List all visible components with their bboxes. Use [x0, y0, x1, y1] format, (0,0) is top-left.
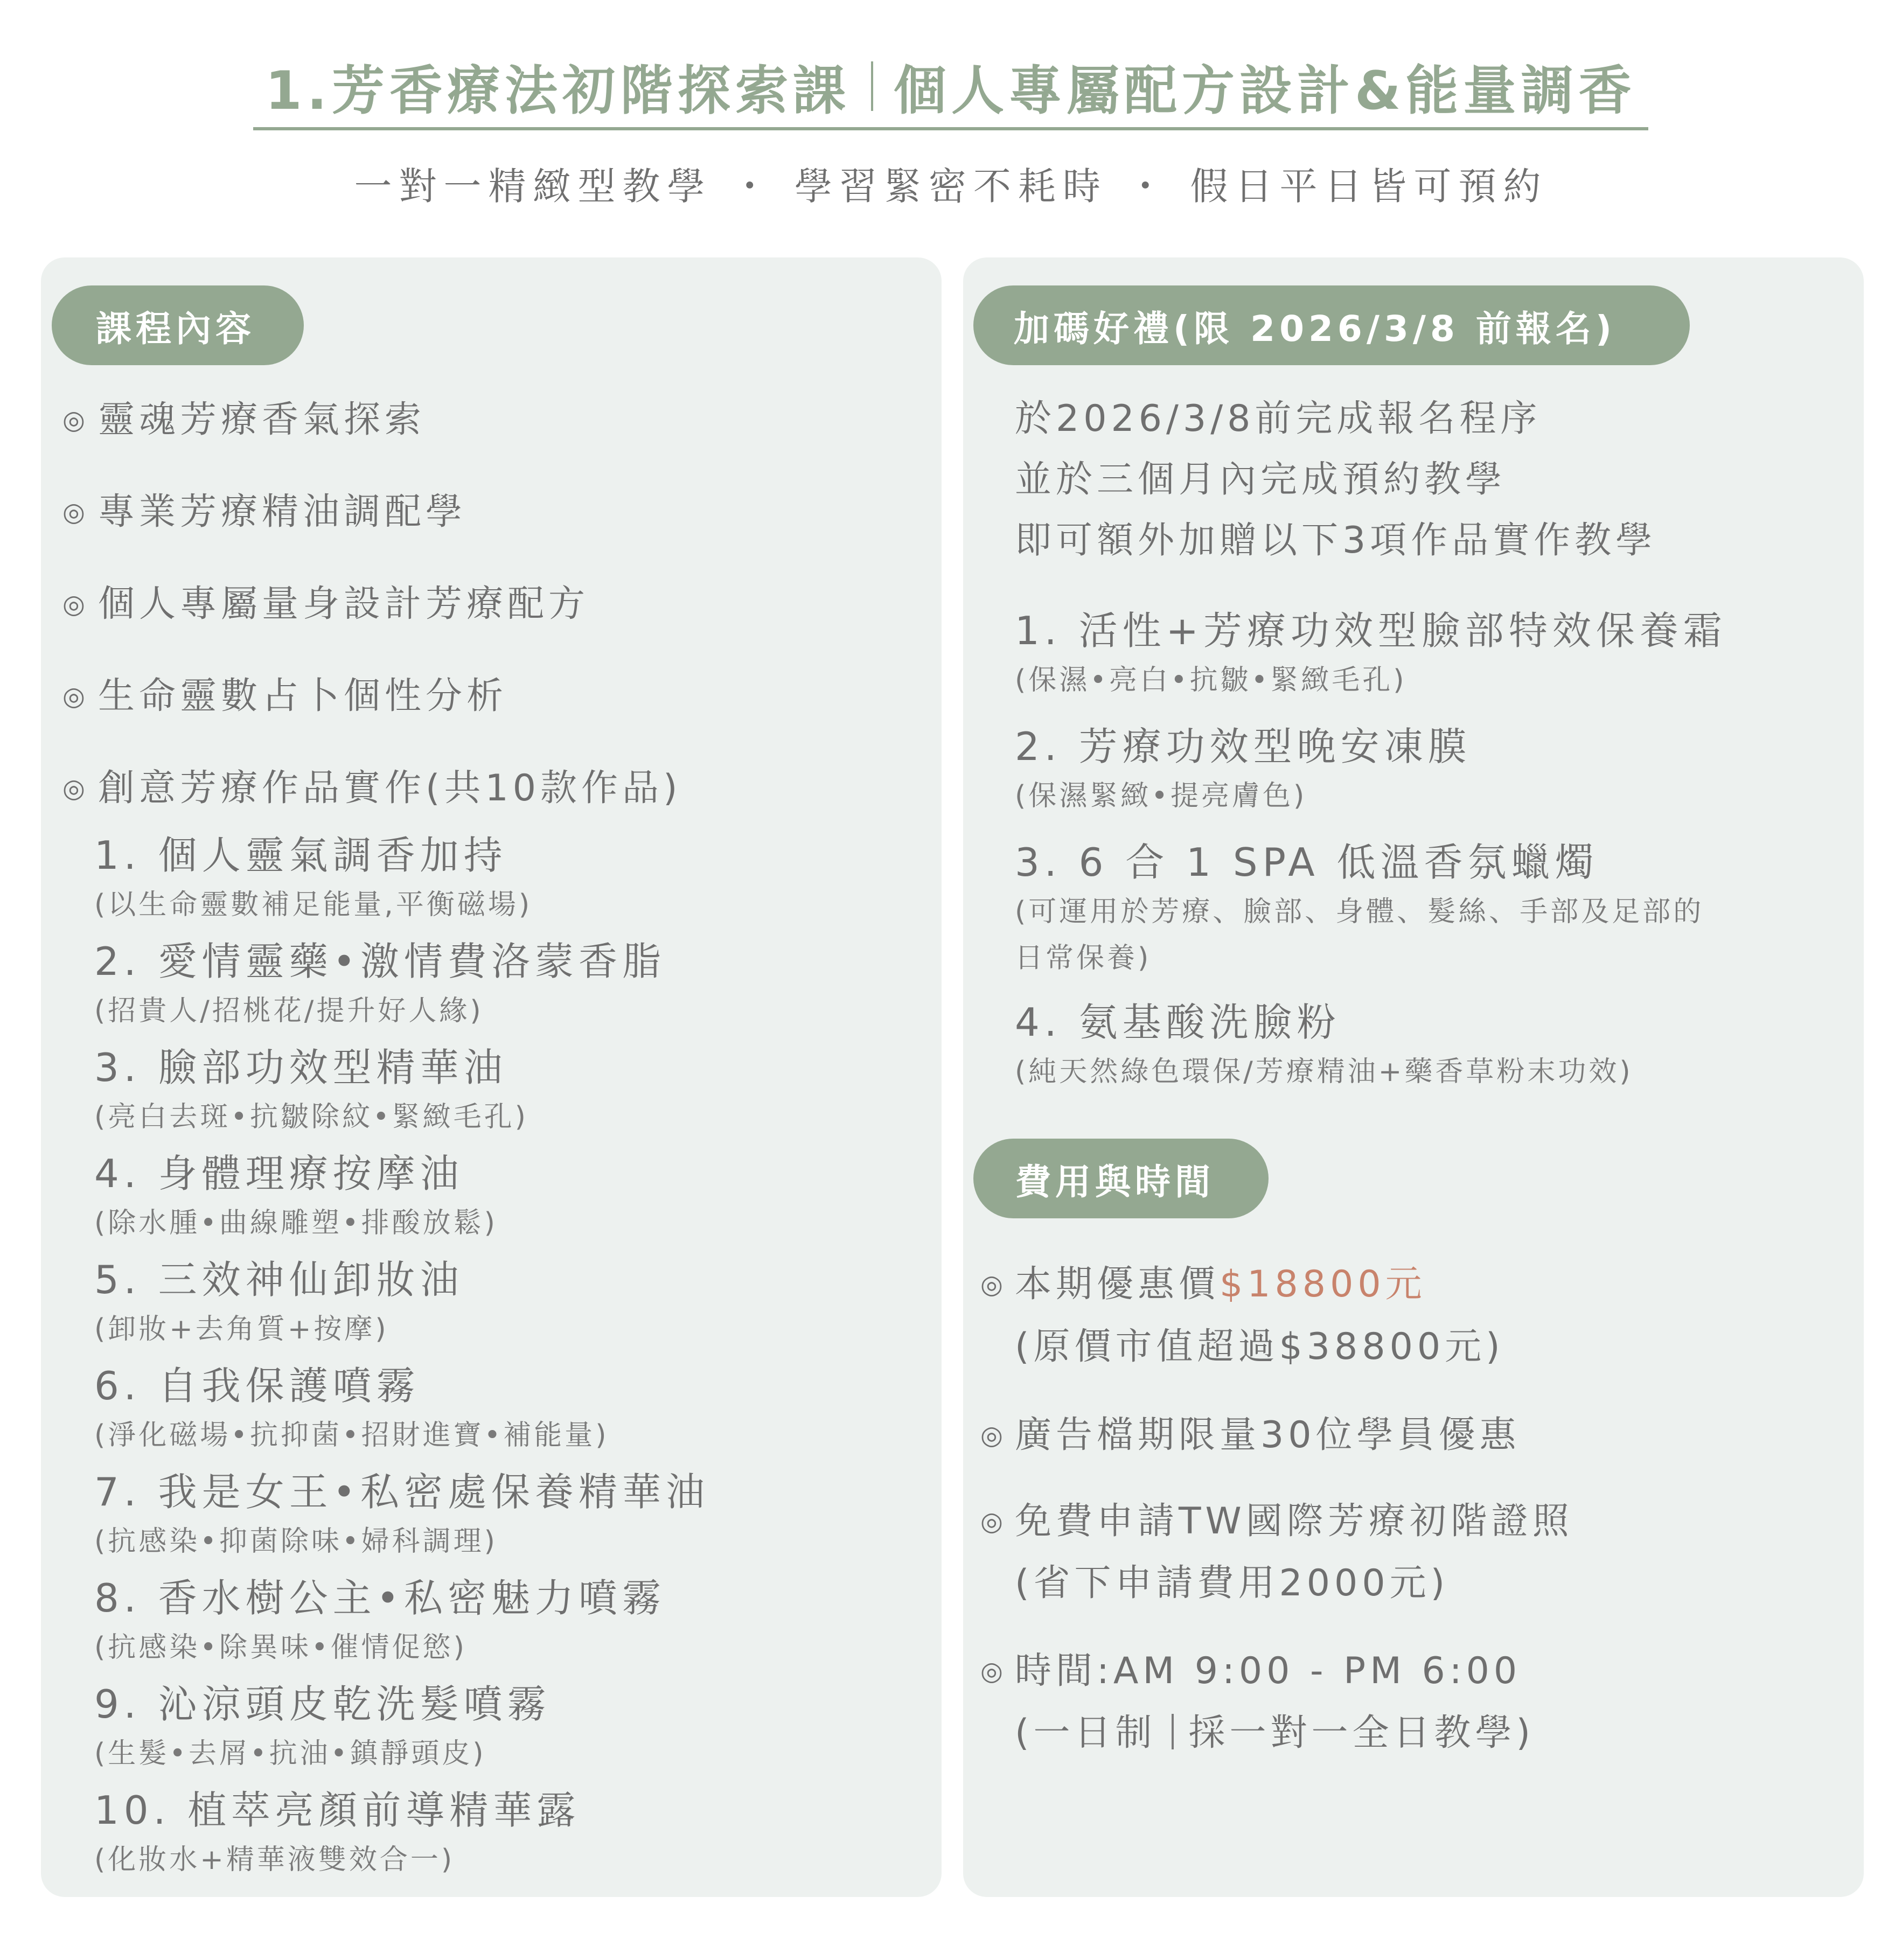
course-bullet: ◎ 靈魂芳療香氣探索	[62, 399, 426, 441]
gift-item-note: (保濕緊緻•提亮膚色)	[1015, 780, 1307, 812]
course-bullet: ◎ 創意芳療作品實作(共10款作品)	[62, 767, 682, 810]
bullet-icon: ◎	[62, 773, 85, 804]
title-course-theme: 個人專屬配方設計&能量調香	[893, 60, 1636, 122]
work-item-note: (生髮•去屑•抗油•鎮靜頭皮)	[94, 1738, 486, 1770]
course-bullet: ◎ 生命靈數占卜個性分析	[62, 675, 508, 717]
time-line: ◎ 時間:AM 9:00 - PM 6:00	[980, 1650, 1522, 1692]
gift-item-title: 2. 芳療功效型晚安凍膜	[1015, 724, 1472, 769]
course-bullet: ◎ 個人專屬量身設計芳療配方	[62, 583, 590, 625]
original-price: (原價市值超過$38800元)	[1015, 1326, 1504, 1368]
gift-intro-line: 於2026/3/8前完成報名程序	[1015, 397, 1542, 440]
work-item-title: 4. 身體理療按摩油	[94, 1151, 464, 1196]
bonus-gift-pill: 加碼好禮(限 2026/3/8 前報名)	[973, 285, 1690, 365]
price-line	[980, 1255, 1426, 1307]
bullet-icon: ◎	[980, 1506, 1003, 1537]
work-item-note: (卸妝+去角質+按摩)	[94, 1313, 389, 1345]
certificate-line: ◎ 免費申請TW國際芳療初階證照	[980, 1500, 1573, 1543]
work-item-note: (淨化磁場•抗抑菌•招財進寶•補能量)	[94, 1419, 609, 1452]
gift-intro-line: 並於三個月內完成預約教學	[1015, 458, 1507, 501]
bullet-icon: ◎	[62, 497, 85, 527]
work-item-title: 6. 自我保護噴霧	[94, 1363, 420, 1408]
time-note: (一日制 採一對一全日教學)	[1015, 1712, 1535, 1754]
work-item-note: (抗感染•抑菌除味•婦科調理)	[94, 1525, 498, 1558]
title-divider	[871, 61, 873, 111]
work-item-note: (抗感染•除異味•催情促慾)	[94, 1631, 467, 1664]
gift-item-note: (保濕•亮白•抗皺•緊緻毛孔)	[1015, 664, 1407, 696]
gift-item-title: 3. 6 合 1 SPA 低溫香氛蠟燭	[1015, 840, 1599, 885]
work-item-title: 1. 個人靈氣調香加持	[94, 833, 507, 878]
bullet-icon: ◎	[62, 589, 85, 619]
work-item-note: (以生命靈數補足能量,平衡磁場)	[94, 889, 533, 921]
work-item-title: 5. 三效神仙卸妝油	[94, 1257, 464, 1302]
gift-item-note: (純天然綠色環保/芳療精油+藥香草粉末功效)	[1015, 1056, 1633, 1088]
fee-time-pill: 費用與時間	[973, 1139, 1269, 1218]
work-item-note: (化妝水+精華液雙效合一)	[94, 1844, 455, 1876]
course-bullet: ◎ 專業芳療精油調配學	[62, 491, 467, 533]
title-underline	[253, 127, 1648, 130]
work-item-title: 10. 植萃亮顏前導精華露	[94, 1788, 581, 1833]
bullet-icon: ◎	[980, 1270, 1003, 1300]
bullet-icon: ◎	[980, 1420, 1003, 1450]
gift-item-title: 4. 氨基酸洗臉粉	[1015, 1000, 1341, 1045]
work-item-note: (亮白去斑•抗皺除紋•緊緻毛孔)	[94, 1101, 528, 1133]
work-item-title: 2. 愛情靈藥•激情費洛蒙香脂	[94, 939, 666, 984]
price-value: $18800元	[1220, 1263, 1426, 1306]
page-title	[253, 46, 1648, 127]
time-note-divider	[1172, 1714, 1174, 1749]
work-item-title: 8. 香水樹公主•私密魅力噴霧	[94, 1575, 666, 1621]
certificate-note: (省下申請費用2000元)	[1015, 1562, 1450, 1605]
work-item-title: 3. 臉部功效型精華油	[94, 1045, 507, 1090]
title-course-name: 1.芳香療法初階探索課	[265, 60, 851, 122]
work-item-title: 7. 我是女王•私密處保養精華油	[94, 1469, 710, 1515]
work-item-note: (招貴人/招桃花/提升好人緣)	[94, 995, 484, 1027]
page-subtitle: 一對一精緻型教學 ・ 學習緊密不耗時 ・ 假日平日皆可預約	[354, 164, 1548, 208]
course-content-pill: 課程內容	[52, 285, 304, 365]
work-item-note: (除水腫•曲線雕塑•排酸放鬆)	[94, 1207, 498, 1239]
bullet-icon: ◎	[980, 1656, 1003, 1686]
gift-item-note: (可運用於芳療、臉部、身體、髮絲、手部及足部的	[1015, 896, 1704, 928]
price-label: 本期優惠價	[1015, 1263, 1220, 1306]
gift-intro-line: 即可額外加贈以下3項作品實作教學	[1015, 519, 1657, 562]
bullet-icon: ◎	[62, 405, 85, 435]
gift-item-title: 1. 活性+芳療功效型臉部特效保養霜	[1015, 608, 1727, 653]
bullet-icon: ◎	[62, 681, 85, 712]
limited-offer: ◎ 廣告檔期限量30位學員優惠	[980, 1414, 1521, 1456]
work-item-title: 9. 沁涼頭皮乾洗髮噴霧	[94, 1682, 551, 1727]
gift-item-note: 日常保養)	[1015, 942, 1152, 974]
